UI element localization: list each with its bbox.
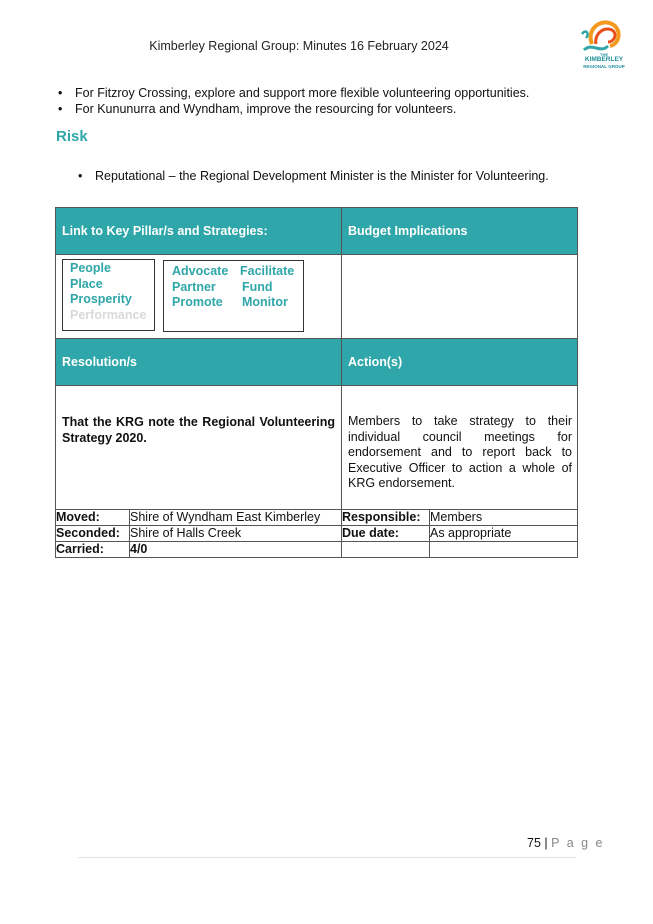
logo-text-the: THE — [600, 52, 608, 57]
carried-value: 4/0 — [130, 542, 342, 558]
pillar-people: People — [70, 261, 111, 275]
pillars-header: Link to Key Pillar/s and Strategies: — [56, 208, 342, 255]
responsible-label: Responsible: — [342, 510, 430, 526]
strategy-monitor: Monitor — [242, 295, 288, 309]
table-row — [56, 526, 578, 542]
resolution-table — [55, 207, 578, 558]
carried-label: Carried: — [56, 542, 130, 558]
resolution-text: That the KRG note the Regional Volunteering Strategy 2020. — [62, 415, 335, 445]
pillar-performance: Performance — [70, 307, 147, 322]
empty-label-cell — [342, 542, 430, 558]
strategy-advocate: Advocate — [172, 264, 229, 278]
page-separator: | — [544, 836, 548, 850]
pillar-prosperity: Prosperity — [70, 292, 132, 306]
pillars-cell — [56, 255, 342, 339]
bullet-item: • For Fitzroy Crossing, explore and support more flexible volunteering opportunities. — [56, 85, 529, 101]
risk-heading: Risk — [56, 128, 88, 145]
resolution-header: Resolution/s — [56, 339, 342, 386]
strategy-fund: Fund — [242, 279, 273, 294]
logo-text-group: REGIONAL GROUP — [583, 63, 625, 69]
moved-label: Moved: — [56, 510, 130, 526]
volunteering-bullet-list — [56, 85, 529, 117]
empty-value-cell — [430, 542, 578, 558]
moved-value: Shire of Wyndham East Kimberley — [130, 510, 342, 526]
footer-divider — [78, 857, 576, 858]
strategy-promote: Promote — [172, 295, 223, 309]
page-footer — [527, 836, 605, 850]
pillars-box — [62, 259, 155, 331]
logo-text-kimberley: KIMBERLEY — [584, 56, 624, 63]
page-number: 75 — [527, 836, 541, 850]
due-date-label: Due date: — [342, 526, 430, 542]
risk-list — [76, 168, 549, 184]
table-row — [56, 542, 578, 558]
due-date-value: As appropriate — [430, 526, 578, 542]
action-header: Action(s) — [342, 339, 578, 386]
seconded-label: Seconded: — [56, 526, 130, 542]
action-text: Members to take strategy to their individual council meetings for endorsement and to report back to Executive Officer to action a whole of KRG endorsement. — [348, 414, 573, 490]
strategy-partner: Partner — [172, 279, 216, 294]
responsible-value: Members — [430, 510, 578, 526]
seconded-value: Shire of Halls Creek — [130, 526, 342, 542]
page-label: P a g e — [551, 836, 605, 850]
pillar-place: Place — [70, 276, 103, 291]
logo-wordmark — [574, 52, 634, 70]
strategies-box — [163, 260, 304, 332]
action-cell — [342, 386, 578, 510]
budget-cell — [342, 255, 578, 339]
table-row — [56, 510, 578, 526]
bullet-item: • For Kununurra and Wyndham, improve the resourcing for volunteers. — [56, 101, 529, 117]
strategy-facilitate: Facilitate — [240, 264, 295, 278]
page-header-title: Kimberley Regional Group: Minutes 16 February 2024 — [149, 39, 449, 53]
budget-header: Budget Implications — [342, 208, 578, 255]
resolution-cell — [56, 386, 342, 510]
risk-item: • Reputational – the Regional Development Minister is the Minister for Volunteering. — [76, 168, 549, 184]
